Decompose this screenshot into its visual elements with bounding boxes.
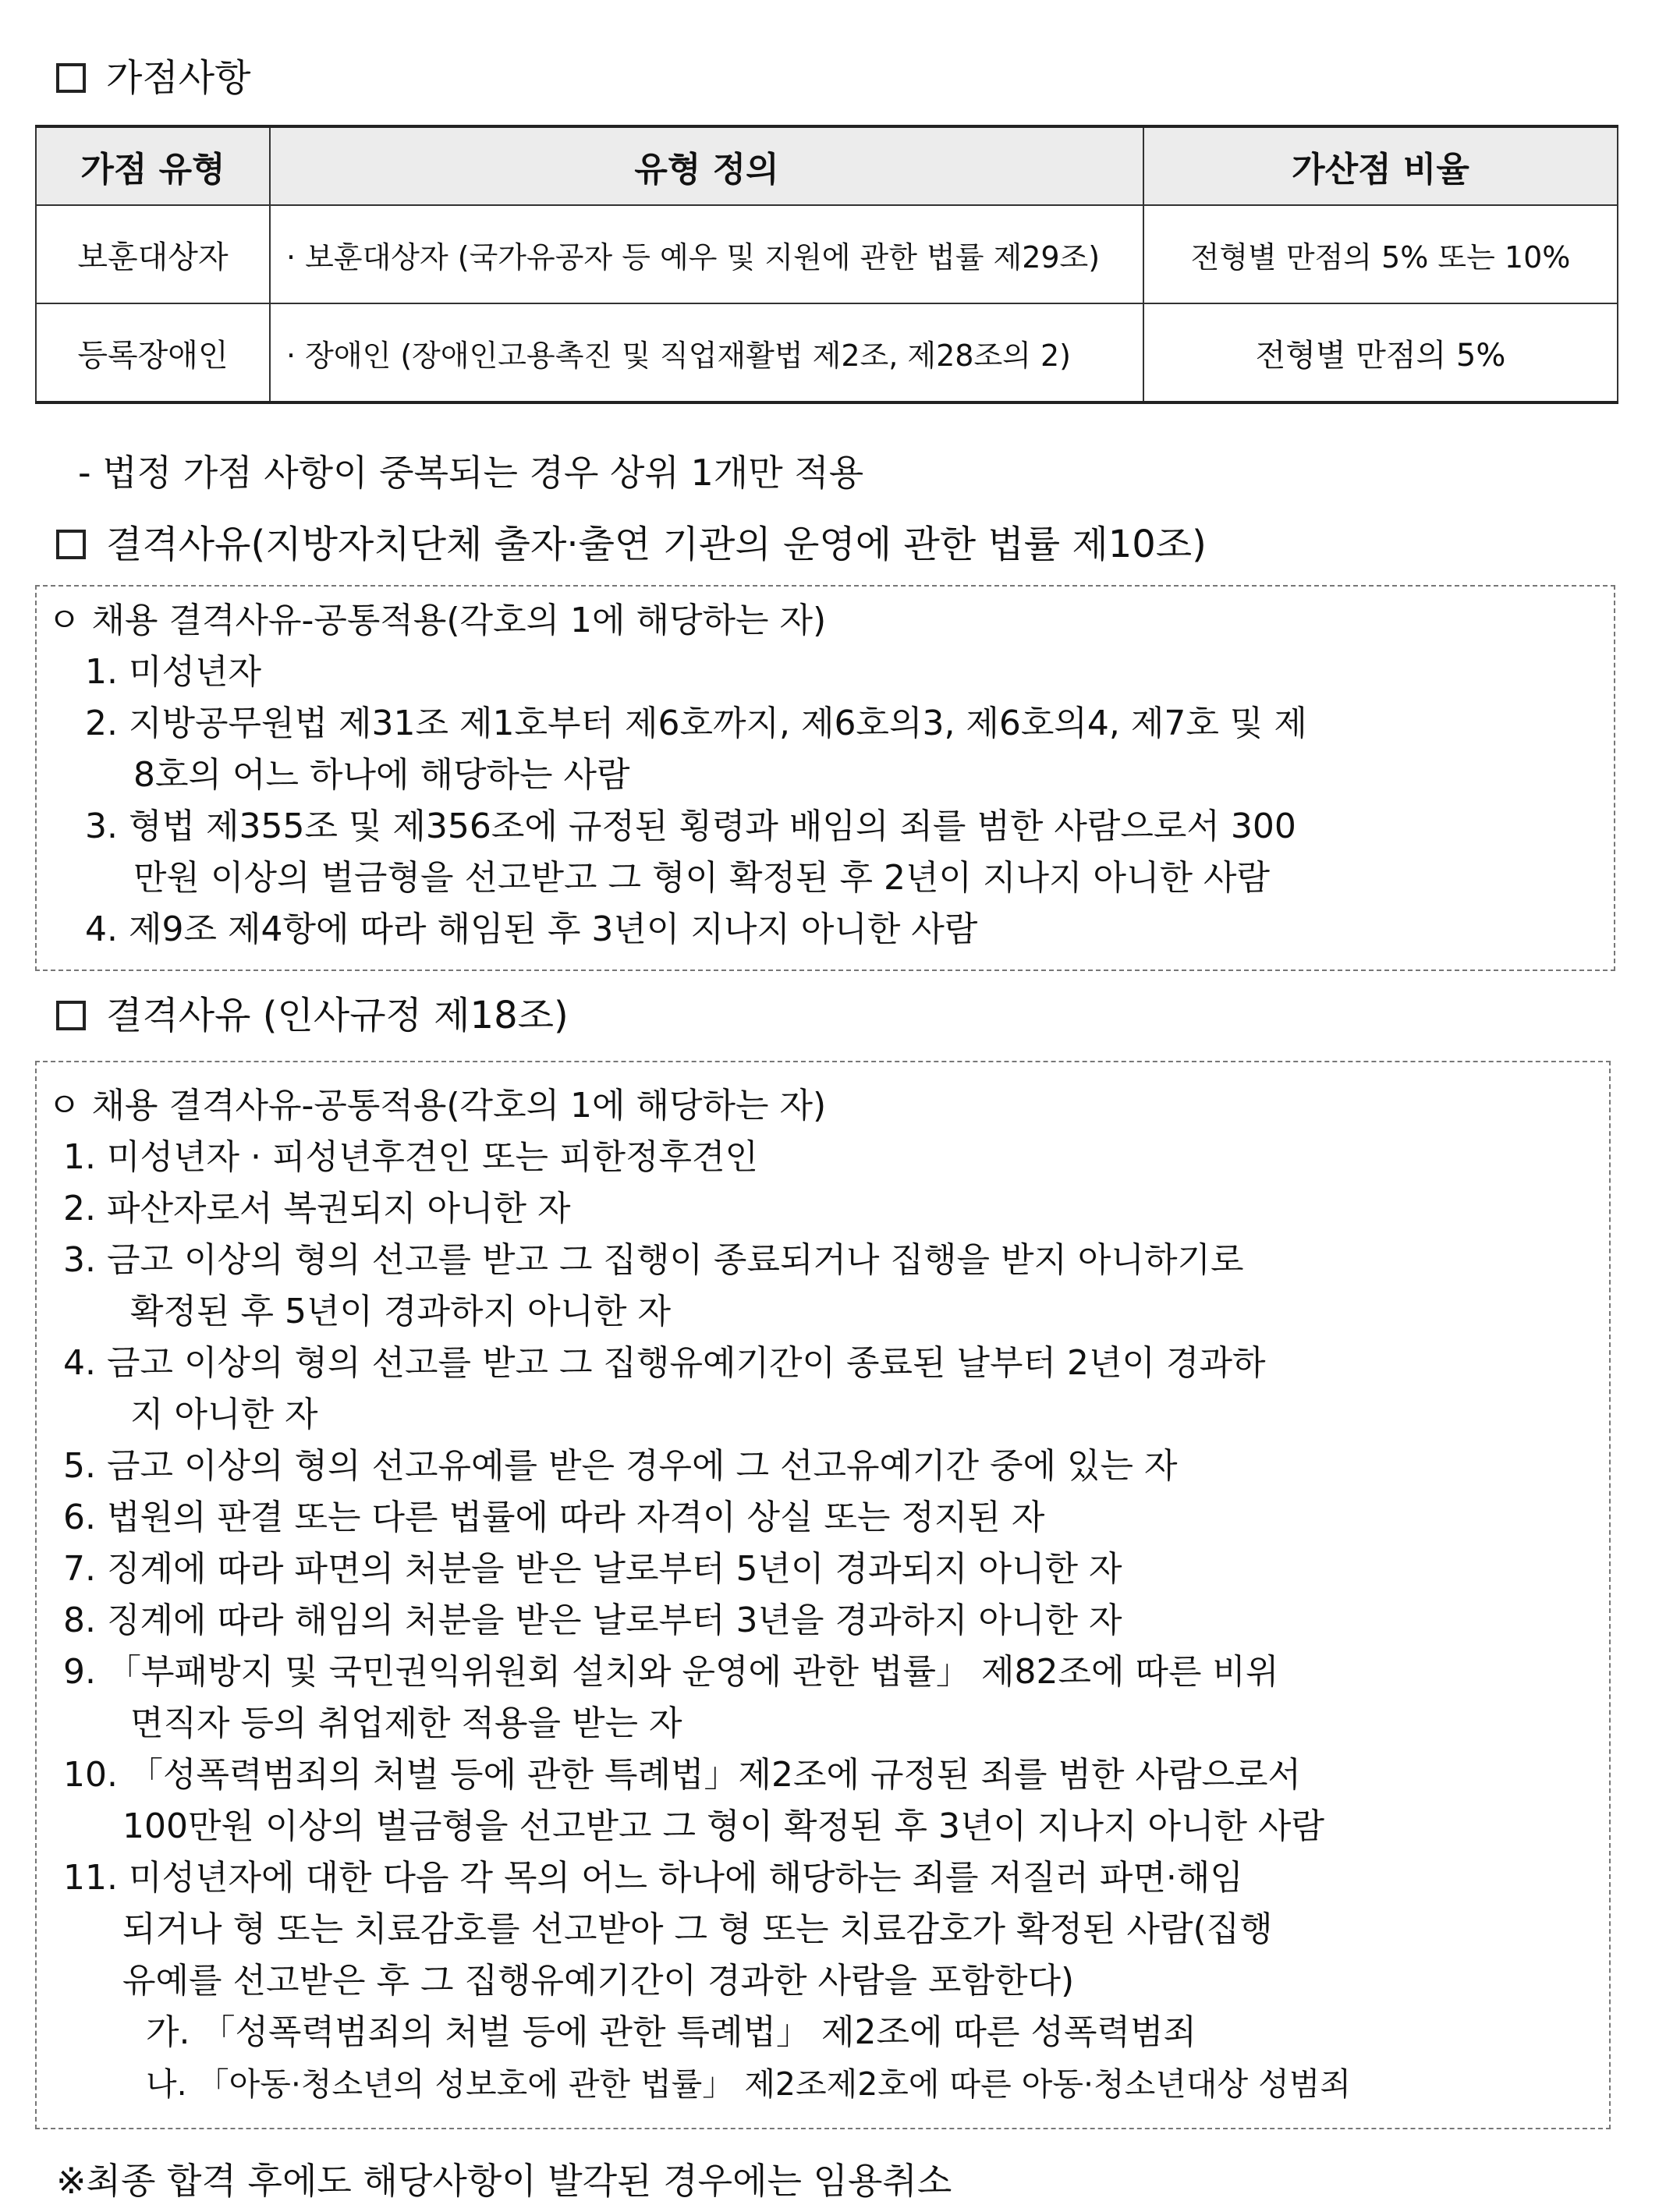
list-item: 6. 법원의 판결 또는 다른 법률에 따라 자격이 상실 또는 정지된 자 xyxy=(63,1498,1045,1537)
cell-definition: · 장애인 (장애인고용촉진 및 직업재활법 제2조, 제28조의 2) xyxy=(270,303,1143,402)
list-item: 4. 금고 이상의 형의 선고를 받고 그 집행유예기간이 종료된 날부터 2년이 경과하 xyxy=(63,1343,1266,1383)
list-item: ㅇ 채용 결격사유-공통적용(각호의 1에 해당하는 자) xyxy=(48,1086,827,1125)
disqualification-law-box xyxy=(35,585,1615,971)
cell-ratio: 전형별 만점의 5% 또는 10% xyxy=(1143,205,1618,303)
list-item: 가. 「성폭력범죄의 처벌 등에 관한 특례법」 제2조에 따른 성폭력범죄 xyxy=(146,2012,1196,2052)
list-item: 지 아니한 자 xyxy=(130,1395,318,1434)
list-item: 7. 징계에 따라 파면의 처분을 받은 날로부터 5년이 경과되지 아니한 자 xyxy=(63,1549,1122,1589)
checkbox-square-icon xyxy=(56,530,86,559)
list-item: 100만원 이상의 벌금형을 선고받고 그 형이 확정된 후 3년이 지나지 아니한 사람 xyxy=(122,1806,1324,1846)
section-title-text: 가점사항 xyxy=(106,56,251,100)
section-title-text: 결격사유(지방자치단체 출자·출연 기관의 운영에 관한 법률 제10조) xyxy=(106,523,1207,566)
list-item: 8호의 어느 하나에 해당하는 사람 xyxy=(133,755,630,795)
cell-ratio: 전형별 만점의 5% xyxy=(1143,303,1618,402)
section-title-disqualification-law xyxy=(56,521,1207,568)
checkbox-square-icon xyxy=(56,1001,86,1030)
header-ratio: 가산점 비율 xyxy=(1143,126,1618,205)
list-item: 10. 「성폭력범죄의 처벌 등에 관한 특례법」제2조에 규정된 죄를 범한 사람으로서 xyxy=(63,1755,1301,1795)
list-item: 1. 미성년자 xyxy=(85,652,261,692)
table-row xyxy=(36,303,1618,402)
header-definition: 유형 정의 xyxy=(270,126,1143,205)
checkbox-square-icon xyxy=(56,63,86,93)
list-item: 4. 제9조 제4항에 따라 해임된 후 3년이 지나지 아니한 사람 xyxy=(85,909,978,949)
list-item: 2. 파산자로서 복권되지 아니한 자 xyxy=(63,1189,571,1228)
list-item: 9. 「부패방지 및 국민권익위원회 설치와 운영에 관한 법률」 제82조에 따른 비위 xyxy=(63,1652,1279,1692)
section-title-bonus xyxy=(56,55,250,101)
list-item: 5. 금고 이상의 형의 선고유예를 받은 경우에 그 선고유예기간 중에 있는 자 xyxy=(63,1446,1178,1486)
cell-type: 보훈대상자 xyxy=(36,205,270,303)
cell-definition: · 보훈대상자 (국가유공자 등 예우 및 지원에 관한 법률 제29조) xyxy=(270,205,1143,303)
cell-type: 등록장애인 xyxy=(36,303,270,402)
bonus-note: - 법정 가점 사항이 중복되는 경우 상위 1개만 적용 xyxy=(78,452,864,494)
list-item: 확정된 후 5년이 경과하지 아니한 자 xyxy=(130,1292,671,1331)
disqualification-rules-box xyxy=(35,1061,1611,2129)
list-item: 3. 금고 이상의 형의 선고를 받고 그 집행이 종료되거나 집행을 받지 아니하기로 xyxy=(63,1240,1244,1280)
list-item: 11. 미성년자에 대한 다음 각 목의 어느 하나에 해당하는 죄를 저질러 파면·해임 xyxy=(63,1858,1243,1898)
list-item: 8. 징계에 따라 해임의 처분을 받은 날로부터 3년을 경과하지 아니한 자 xyxy=(63,1601,1122,1640)
list-item: 3. 형법 제355조 및 제356조에 규정된 횡령과 배임의 죄를 범한 사람으로서 300 xyxy=(85,806,1296,846)
footnote: ※최종 합격 후에도 해당사항이 발각된 경우에는 임용취소 xyxy=(56,2160,952,2202)
table-header-row xyxy=(36,126,1618,205)
list-item: 유예를 선고받은 후 그 집행유예기간이 경과한 사람을 포함한다) xyxy=(122,1961,1075,2001)
list-item: 2. 지방공무원법 제31조 제1호부터 제6호까지, 제6호의3, 제6호의4, 제7호 및 제 xyxy=(85,704,1307,743)
table-row xyxy=(36,205,1618,303)
section-title-disqualification-rules xyxy=(56,992,569,1039)
list-item: 면직자 등의 취업제한 적용을 받는 자 xyxy=(130,1703,682,1743)
list-item: 만원 이상의 벌금형을 선고받고 그 형이 확정된 후 2년이 지나지 아니한 사람 xyxy=(133,858,1270,898)
list-item: 나. 「아동·청소년의 성보호에 관한 법률」 제2조제2호에 따른 아동·청소년대상 성범죄 xyxy=(146,2065,1351,2103)
section-title-text: 결격사유 (인사규정 제18조) xyxy=(106,994,569,1037)
header-type: 가점 유형 xyxy=(36,126,270,205)
list-item: ㅇ 채용 결격사유-공통적용(각호의 1에 해당하는 자) xyxy=(48,601,827,640)
list-item: 되거나 형 또는 치료감호를 선고받아 그 형 또는 치료감호가 확정된 사람(집행 xyxy=(122,1909,1273,1949)
bonus-table xyxy=(35,125,1618,404)
list-item: 1. 미성년자 · 피성년후견인 또는 피한정후견인 xyxy=(63,1137,758,1177)
